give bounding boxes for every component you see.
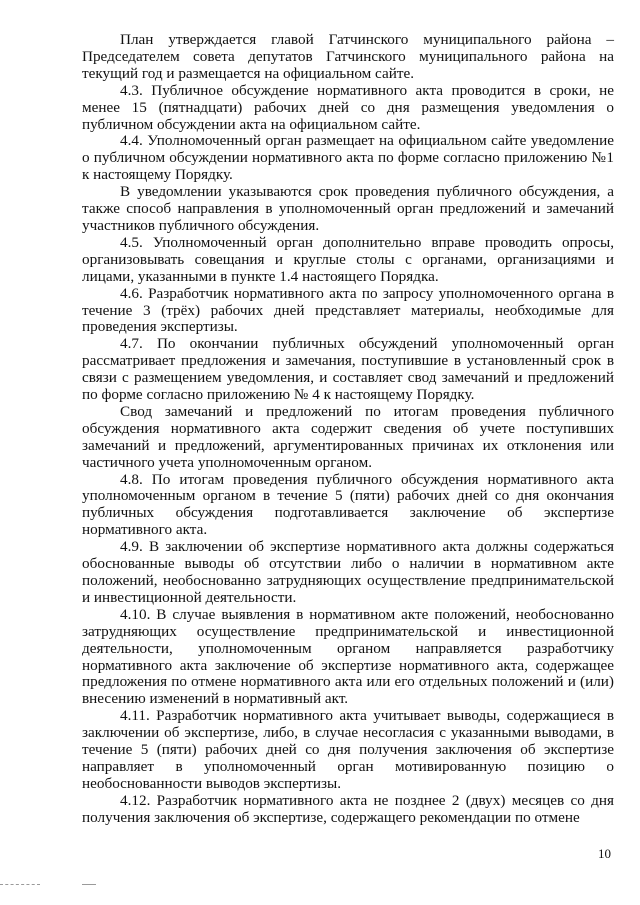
footer-rule-left — [0, 884, 40, 885]
paragraph-summary-of-comments: Свод замечаний и предложений по итогам проведения публичного обсуждения нормативного акта содержит сведения об учете поступивших замечаний и предложений, аргументированных причинах их отклонения или частичного учета уполномоченным органом. — [82, 402, 614, 471]
paragraph-4-8: 4.8. По итогам проведения публичного обсуждения нормативного акта уполномоченным органом в течение 5 (пяти) рабочих дней со дня окончания публичных обсуждения подготавливается заключение об экспертизе нормативного акта. — [82, 470, 614, 539]
paragraph-4-4: 4.4. Уполномоченный орган размещает на официальном сайте уведомление о публичном обсуждении нормативного акта по форме согласно приложению №1 к настоящему Порядку. — [82, 132, 614, 184]
page-number: 10 — [598, 846, 611, 861]
document-body — [82, 32, 614, 827]
paragraph-4-6: 4.6. Разработчик нормативного акта по запросу уполномоченного органа в течение 3 (трёх) рабочих дней представляет материалы, необходимые для проведения экспертизы. — [82, 284, 614, 336]
paragraph-4-7: 4.7. По окончании публичных обсуждений уполномоченный орган рассматривает предложения и замечания, поступившие в установленный срок в связи с размещением уведомления, и составляет свод замечаний и предложений по форме согласно приложению № 4 к настоящему Порядку. — [82, 335, 614, 404]
paragraph-notice-details: В уведомлении указываются срок проведения публичного обсуждения, а также способ направления в уполномоченный орган предложений и замечаний участников публичного обсуждения. — [82, 183, 614, 234]
paragraph-4-10: 4.10. В случае выявления в нормативном акте положений, необоснованно затрудняющих осуществление предпринимательской и инвестиционной деятельности, уполномоченным органом направляется разработчику нормативного акта заключение об экспертизе нормативного акта, содержащее предложения по отмене нормативного акта или его отдельных положений и (или) внесению изменений в нормативный акт. — [82, 605, 614, 708]
paragraph-4-5: 4.5. Уполномоченный орган дополнительно вправе проводить опросы, организовывать совещания и круглые столы с органами, организациями и лицами, указанными в пункте 1.4 настоящего Порядка. — [82, 233, 614, 285]
paragraph-4-11: 4.11. Разработчик нормативного акта учитывает выводы, содержащиеся в заключении об экспертизе, либо, в случае несогласия с указанными выводами, в течение 5 (пяти) рабочих дней со дня получения заключения об экспертизе направляет в уполномоченный орган мотивированную позицию о необоснованности выводов экспертизы. — [82, 707, 614, 792]
paragraph-4-9: 4.9. В заключении об экспертизе нормативного акта должны содержаться обоснованные выводы об отсутствии либо о наличии в нормативном акте положений, необоснованно затрудняющих осуществление предпринимательской и инвестиционной деятельности. — [82, 538, 614, 606]
paragraph-4-12: 4.12. Разработчик нормативного акта не позднее 2 (двух) месяцев со дня получения заключения об экспертизе, содержащего рекомендации по отмене — [82, 791, 614, 826]
paragraph-4-3: 4.3. Публичное обсуждение нормативного акта проводится в сроки, не менее 15 (пятнадцати) рабочих дней со дня размещения уведомления о публичном обсуждении акта на официальном сайте. — [82, 81, 614, 133]
paragraph-plan-approval: План утверждается главой Гатчинского муниципального района – Председателем совета депутатов Гатчинского муниципального района на текущий год и размещается на официальном сайте. — [82, 31, 614, 82]
footer-rule-mark — [82, 884, 96, 885]
